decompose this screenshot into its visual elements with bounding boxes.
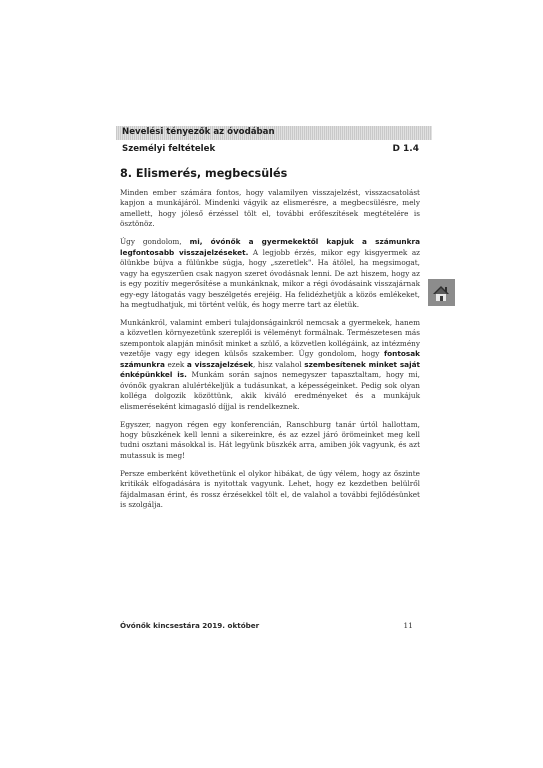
subsection-title: Személyi feltételek <box>122 144 216 154</box>
house-icon <box>428 279 455 306</box>
page-number: 11 <box>403 621 413 630</box>
paragraph-3-emphasis-2: a visszajelzések <box>186 359 254 369</box>
section-title: Nevelési tényezők az óvodában <box>122 127 275 137</box>
article-heading: 8. Elismerés, megbecsülés <box>120 167 288 180</box>
paragraph-3-intro: Munkánkról, valamint emberi tulajdonságainkról nemcsak a gyermekek, hanem a közvetlen környezetünk szereplői is véleményt formálnak. Természetesen más szempontok alapján minősít minket a szülő, a közvetlen kollégáink, az intézmény vezetője vagy egy idegen külsős szakember. Úgy gondolom, hogy <box>120 317 420 359</box>
section-code: D 1.4 <box>392 144 419 154</box>
paragraph-2-rest: A legjobb érzés, mikor egy kisgyermek az ölünkbe bújva a fülünkbe súgja, hogy „szeretlek". Ha átölel, ha megsimogat, vagy ha egyszerűen csak nagyon szeret óvodásnak lenni. De azt hiszem, hogy az is egy pozitív megerősítése a munkánknak, mikor a régi óvodásaink visszajárnak egy-egy látogatás vagy beszélgetés erejéig. Ha felidézhetjük a közös emlékeket, ha megtudhatjuk, mi történt velük, és hogy merre tart az életük. <box>120 247 421 310</box>
paragraph-2-intro: Úgy gondolom, <box>120 237 190 247</box>
paragraph-5: Persze emberként követhetünk el olykor hibákat, de úgy vélem, hogy az őszinte kritikák elfogadására is nyitottak vagyunk. Lehet, hogy ez kezdetben belülről fájdalmasan érint, és rossz érzésekkel tölt el, de valahol a további fejlődésünket is szolgálja. <box>120 468 420 510</box>
paragraph-3-emphasis-1: fontosak számunkra <box>120 349 420 369</box>
paragraph-2-emphasis: mi, óvónők a gyermekektől kapjuk a számunkra legfontosabb visszajelzéseket. <box>120 237 420 257</box>
paragraph-3-text-1: ezek <box>164 359 187 369</box>
paragraph-3-rest: Munkám során sajnos nemegyszer tapasztaltam, hogy mi, óvónők gyakran alulértékeljük a tudásunkat, a képességeinket. Pedig sok olyan kolléga dolgozik közöttünk, akik kiváló eredményeket és a munkájuk elismeréseként kimagasló díjjal is rendelkeznek. <box>120 370 420 411</box>
paragraph-2 <box>120 237 420 310</box>
paragraph-3-text-2: , hisz valahol <box>253 359 305 369</box>
article-body <box>120 188 420 518</box>
publication-footer: Óvónők kincsestára 2019. október <box>120 621 260 630</box>
paragraph-4: Egyszer, nagyon régen egy konferencián, Ranschburg tanár úrtól hallottam, hogy büszkének kell lenni a sikereinkre, és az ezzel járó örömeinket meg kell tudni osztani másokkal is. Hát legyünk büszkék arra, amiben jók vagyunk, és azt mutassuk is meg! <box>120 419 420 460</box>
paragraph-3-emphasis-3: szembesítenek minket saját énképünkkel is. <box>120 359 421 380</box>
paragraph-1: Minden ember számára fontos, hogy valamilyen visszajelzést, visszacsatolást kapjon a munkájáról. Mindenki vágyik az elismerésre, a megbecsülésre, mely amellett, hogy jóleső érzéssel tölt el, további erőfeszítések megtételére is ösztönöz. <box>120 188 420 229</box>
paragraph-3 <box>120 318 420 412</box>
